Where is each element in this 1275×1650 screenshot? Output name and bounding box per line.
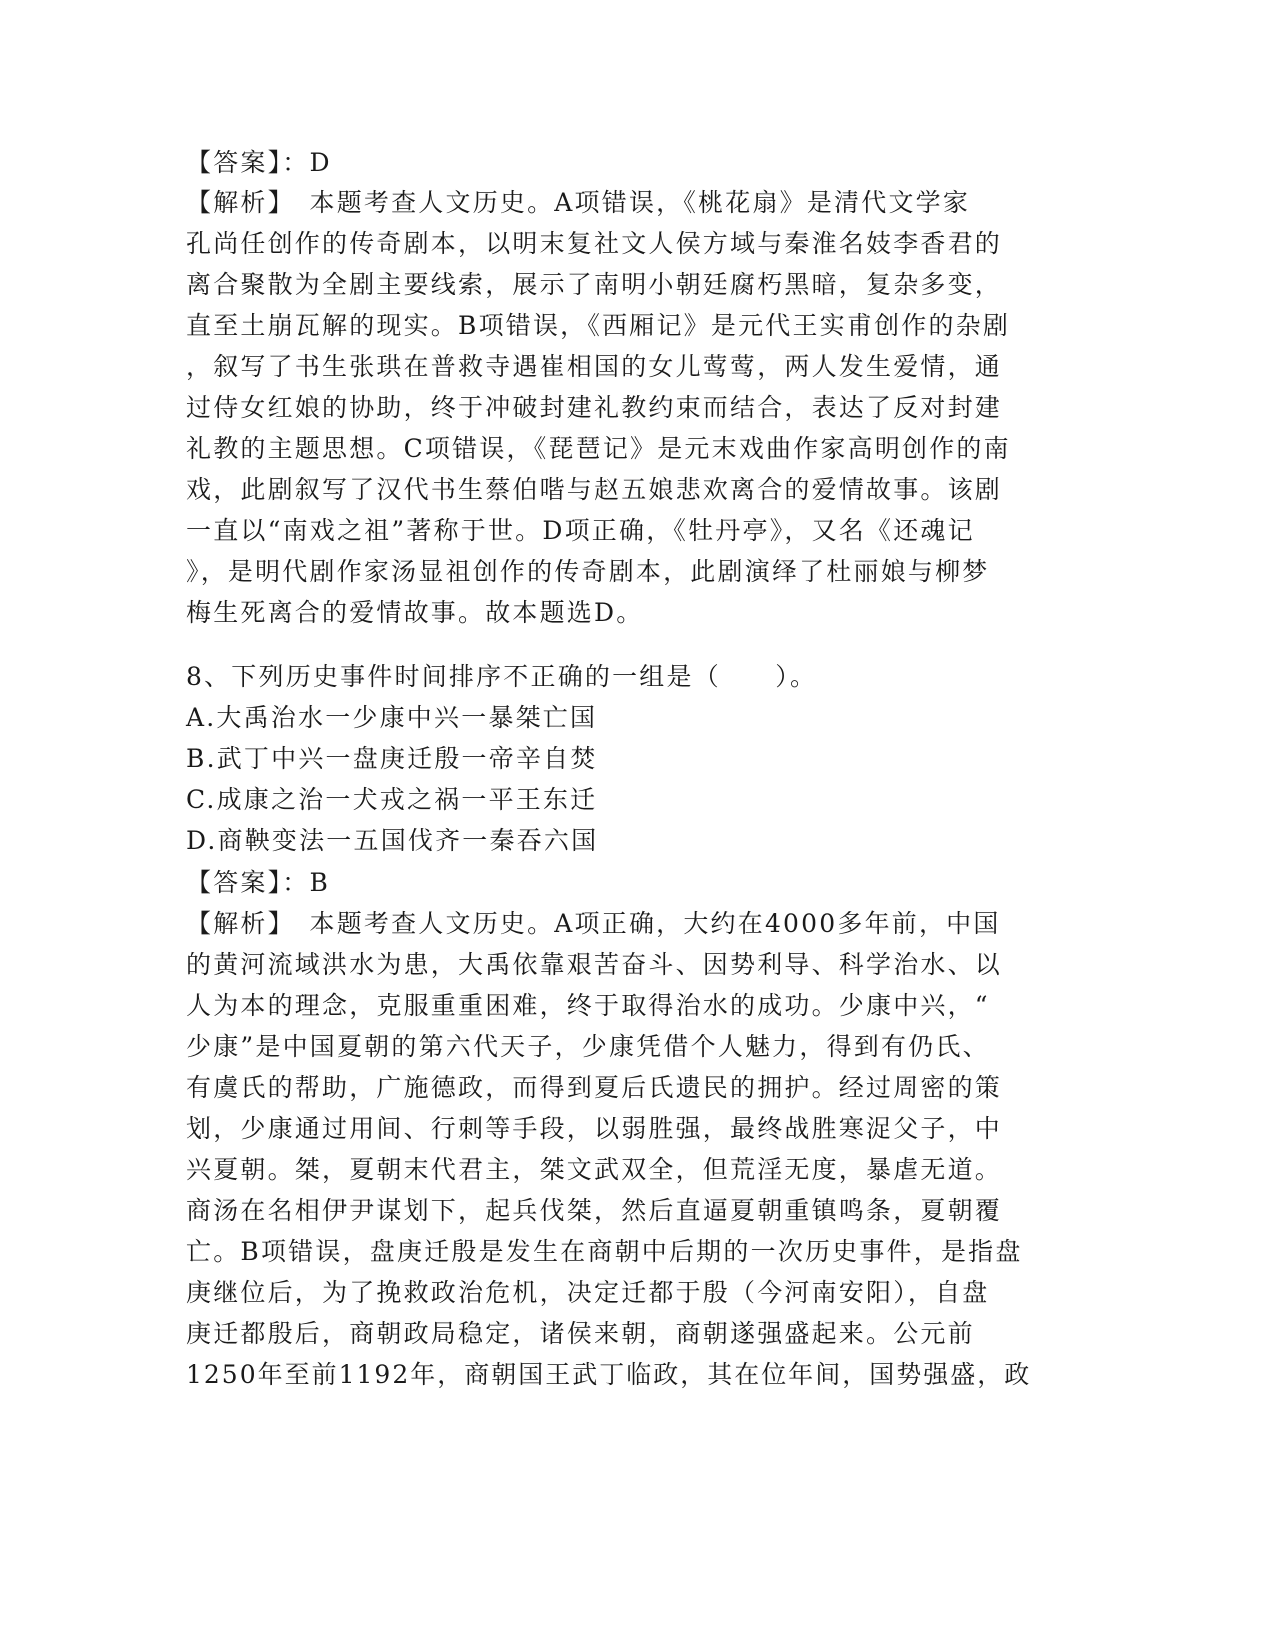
analysis-line-8: 戏，此剧叙写了汉代书生蔡伯喈与赵五娘悲欢离合的爱情故事。该剧 [186, 475, 1003, 504]
analysis-2-line-8: 商汤在名相伊尹谋划下，起兵伐桀，然后直逼夏朝重镇鸣条，夏朝覆 [186, 1196, 1003, 1225]
question-8-option-c: C.成康之治一犬戎之祸一平王东迁 [186, 785, 598, 814]
analysis-2-line-2: 的黄河流域洪水为患，大禹依靠艰苦奋斗、因势利导、科学治水、以 [186, 950, 1003, 979]
answer-label-1: 【答案】：D [186, 148, 332, 177]
analysis-2-line-4: 少康”是中国夏朝的第六代天子，少康凭借个人魅力，得到有仍氏、 [186, 1032, 990, 1061]
question-8-option-a: A.大禹治水一少康中兴一暴桀亡国 [186, 703, 598, 732]
analysis-line-1: 【解析】 本题考查人文历史。A项错误，《桃花扇》是清代文学家 [186, 188, 971, 217]
analysis-2-line-5: 有虞氏的帮助，广施德政，而得到夏后氏遗民的拥护。经过周密的策 [186, 1073, 1003, 1102]
analysis-line-4: 直至土崩瓦解的现实。B项错误，《西厢记》是元代王实甫创作的杂剧 [186, 311, 1011, 340]
answer-label-2: 【答案】：B [186, 868, 331, 897]
analysis-line-5: ，叙写了书生张珙在普救寺遇崔相国的女儿莺莺，两人发生爱情，通 [186, 352, 1003, 381]
analysis-2-line-7: 兴夏朝。桀，夏朝末代君主，桀文武双全，但荒淫无度，暴虐无道。 [186, 1155, 1003, 1184]
analysis-2-line-10: 庚继位后，为了挽救政治危机，决定迁都于殷（今河南安阳），自盘 [186, 1278, 990, 1307]
analysis-2-line-11: 庚迁都殷后，商朝政局稳定，诸侯来朝，商朝遂强盛起来。公元前 [186, 1319, 975, 1348]
analysis-line-7: 礼教的主题思想。C项错误，《琵琶记》是元末戏曲作家高明创作的南 [186, 434, 1011, 463]
question-8-stem: 8、下列历史事件时间排序不正确的一组是（ ）。 [186, 662, 818, 691]
question-8-option-b: B.武丁中兴一盘庚迁殷一帝辛自焚 [186, 744, 598, 773]
analysis-line-3: 离合聚散为全剧主要线索，展示了南明小朝廷腐朽黑暗，复杂多变， [186, 270, 1003, 299]
analysis-2-line-1: 【解析】 本题考查人文历史。A项正确，大约在4000多年前，中国 [186, 909, 1001, 938]
analysis-line-9: 一直以“南戏之祖”著称于世。D项正确，《牡丹亭》，又名《还魂记 [186, 516, 975, 545]
analysis-line-10: 》，是明代剧作家汤显祖创作的传奇剧本，此剧演绎了杜丽娘与柳梦 [186, 557, 990, 586]
analysis-line-2: 孔尚任创作的传奇剧本，以明末复社文人侯方域与秦淮名妓李香君的 [186, 229, 1003, 258]
analysis-2-line-12: 1250年至前1192年，商朝国王武丁临政，其在位年间，国势强盛，政 [186, 1360, 1032, 1389]
analysis-line-11: 梅生死离合的爱情故事。故本题选D。 [186, 598, 644, 627]
analysis-line-6: 过侍女红娘的协助，终于冲破封建礼教约束而结合，表达了反对封建 [186, 393, 1003, 422]
question-8-option-d: D.商鞅变法一五国伐齐一秦吞六国 [186, 826, 599, 855]
analysis-2-line-6: 划，少康通过用间、行刺等手段，以弱胜强，最终战胜寒浞父子，中 [186, 1114, 1003, 1143]
analysis-2-line-9: 亡。B项错误，盘庚迁殷是发生在商朝中后期的一次历史事件，是指盘 [186, 1237, 1023, 1266]
analysis-2-line-3: 人为本的理念，克服重重困难，终于取得治水的成功。少康中兴，“ [186, 991, 990, 1020]
